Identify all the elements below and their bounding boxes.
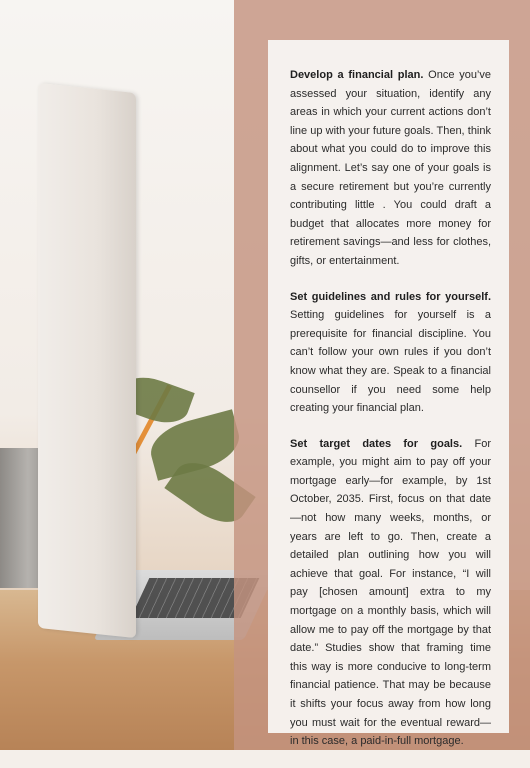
paragraph-guidelines — [290, 288, 491, 418]
paragraph-body: For example, you might aim to pay off your mortgage early—for example, by 1st October, 2035. First, focus on that date—not how many weeks, months, or years are left to go. Then, create a detailed plan outlining how you will achieve that goal. For instance, “I will pay [chosen amount] extra to my mortgage on a monthly basis, which will allow me to pay off the mortgage by that date.” Studies show that framing time this way is more conducive to long-term financial patience. That may be because it shifts your focus away from how long you must wait for the eventual reward—in this case, a paid-in-full mortgage. — [290, 437, 491, 748]
laptop-screen — [38, 83, 136, 638]
article-text — [290, 66, 491, 768]
paragraph-body: Once you’ve assessed your situation, identify any areas in which your current actions don’t line up with your future goals. Then, think about what you could do to improve this alignment. Let’s say one of your goals is a secure retirement but you’re currently contributing little . You could draft a budget that allocates more money for retirement savings—and less for clothes, gifts, or entertainment. — [290, 69, 491, 267]
paragraph-financial-plan — [290, 66, 491, 271]
paragraph-heading: Develop a financial plan. — [290, 69, 424, 81]
paragraph-heading: Set target dates for goals. — [290, 437, 463, 450]
paragraph-body: Setting guidelines for yourself is a prerequisite for financial discipline. You can’t follow your own rules if you don’t know what they are. Speak to a financial counsellor if you need some help creating your financial plan. — [290, 309, 491, 415]
paragraph-heading: Set guidelines and rules for yourself. — [290, 290, 491, 303]
paragraph-target-dates — [290, 435, 491, 751]
